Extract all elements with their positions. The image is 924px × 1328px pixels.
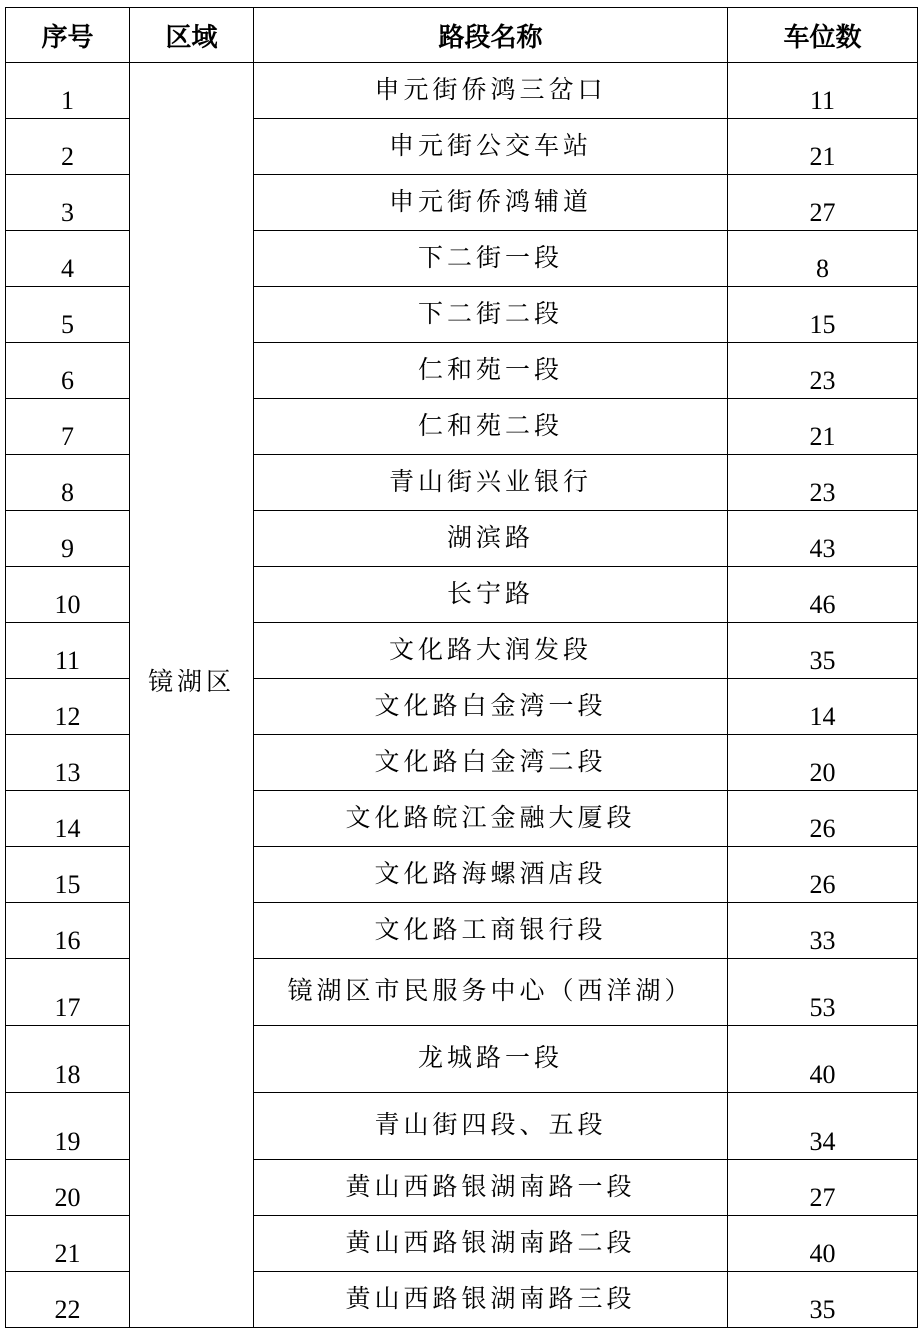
road-name: 申元街侨鸿三岔口 bbox=[254, 63, 728, 119]
row-number: 10 bbox=[6, 567, 130, 623]
header-count: 车位数 bbox=[728, 8, 918, 63]
road-name: 黄山西路银湖南路二段 bbox=[254, 1216, 728, 1272]
space-count: 27 bbox=[728, 1160, 918, 1216]
row-number: 14 bbox=[6, 791, 130, 847]
space-count: 23 bbox=[728, 343, 918, 399]
area-cell: 镜湖区 bbox=[130, 63, 254, 1328]
space-count: 26 bbox=[728, 847, 918, 903]
row-number: 8 bbox=[6, 455, 130, 511]
table-body bbox=[6, 63, 918, 1328]
road-name: 镜湖区市民服务中心（西洋湖） bbox=[254, 959, 728, 1026]
row-number: 3 bbox=[6, 175, 130, 231]
space-count: 35 bbox=[728, 1272, 918, 1328]
header-no: 序号 bbox=[6, 8, 130, 63]
row-number: 11 bbox=[6, 623, 130, 679]
row-number: 19 bbox=[6, 1093, 130, 1160]
table-row bbox=[6, 63, 918, 119]
row-number: 2 bbox=[6, 119, 130, 175]
space-count: 23 bbox=[728, 455, 918, 511]
row-number: 5 bbox=[6, 287, 130, 343]
road-name: 仁和苑一段 bbox=[254, 343, 728, 399]
road-name: 青山街四段、五段 bbox=[254, 1093, 728, 1160]
road-name: 长宁路 bbox=[254, 567, 728, 623]
road-name: 湖滨路 bbox=[254, 511, 728, 567]
row-number: 13 bbox=[6, 735, 130, 791]
header-area: 区域 bbox=[130, 8, 254, 63]
row-number: 1 bbox=[6, 63, 130, 119]
space-count: 26 bbox=[728, 791, 918, 847]
space-count: 33 bbox=[728, 903, 918, 959]
space-count: 43 bbox=[728, 511, 918, 567]
row-number: 16 bbox=[6, 903, 130, 959]
road-name: 文化路皖江金融大厦段 bbox=[254, 791, 728, 847]
row-number: 4 bbox=[6, 231, 130, 287]
space-count: 40 bbox=[728, 1026, 918, 1093]
road-name: 青山街兴业银行 bbox=[254, 455, 728, 511]
road-name: 文化路白金湾一段 bbox=[254, 679, 728, 735]
space-count: 46 bbox=[728, 567, 918, 623]
space-count: 14 bbox=[728, 679, 918, 735]
header-name: 路段名称 bbox=[254, 8, 728, 63]
space-count: 8 bbox=[728, 231, 918, 287]
space-count: 27 bbox=[728, 175, 918, 231]
row-number: 22 bbox=[6, 1272, 130, 1328]
road-name: 文化路海螺酒店段 bbox=[254, 847, 728, 903]
space-count: 53 bbox=[728, 959, 918, 1026]
road-name: 龙城路一段 bbox=[254, 1026, 728, 1093]
space-count: 20 bbox=[728, 735, 918, 791]
space-count: 40 bbox=[728, 1216, 918, 1272]
header-row bbox=[6, 8, 918, 63]
road-name: 仁和苑二段 bbox=[254, 399, 728, 455]
space-count: 34 bbox=[728, 1093, 918, 1160]
row-number: 17 bbox=[6, 959, 130, 1026]
space-count: 11 bbox=[728, 63, 918, 119]
space-count: 15 bbox=[728, 287, 918, 343]
row-number: 9 bbox=[6, 511, 130, 567]
road-name: 申元街公交车站 bbox=[254, 119, 728, 175]
road-name: 申元街侨鸿辅道 bbox=[254, 175, 728, 231]
row-number: 20 bbox=[6, 1160, 130, 1216]
row-number: 21 bbox=[6, 1216, 130, 1272]
road-name: 下二街一段 bbox=[254, 231, 728, 287]
road-name: 文化路工商银行段 bbox=[254, 903, 728, 959]
row-number: 18 bbox=[6, 1026, 130, 1093]
row-number: 12 bbox=[6, 679, 130, 735]
road-name: 文化路白金湾二段 bbox=[254, 735, 728, 791]
space-count: 21 bbox=[728, 399, 918, 455]
parking-table bbox=[5, 7, 918, 1328]
space-count: 35 bbox=[728, 623, 918, 679]
row-number: 6 bbox=[6, 343, 130, 399]
road-name: 文化路大润发段 bbox=[254, 623, 728, 679]
road-name: 黄山西路银湖南路一段 bbox=[254, 1160, 728, 1216]
row-number: 15 bbox=[6, 847, 130, 903]
space-count: 21 bbox=[728, 119, 918, 175]
road-name: 黄山西路银湖南路三段 bbox=[254, 1272, 728, 1328]
row-number: 7 bbox=[6, 399, 130, 455]
road-name: 下二街二段 bbox=[254, 287, 728, 343]
